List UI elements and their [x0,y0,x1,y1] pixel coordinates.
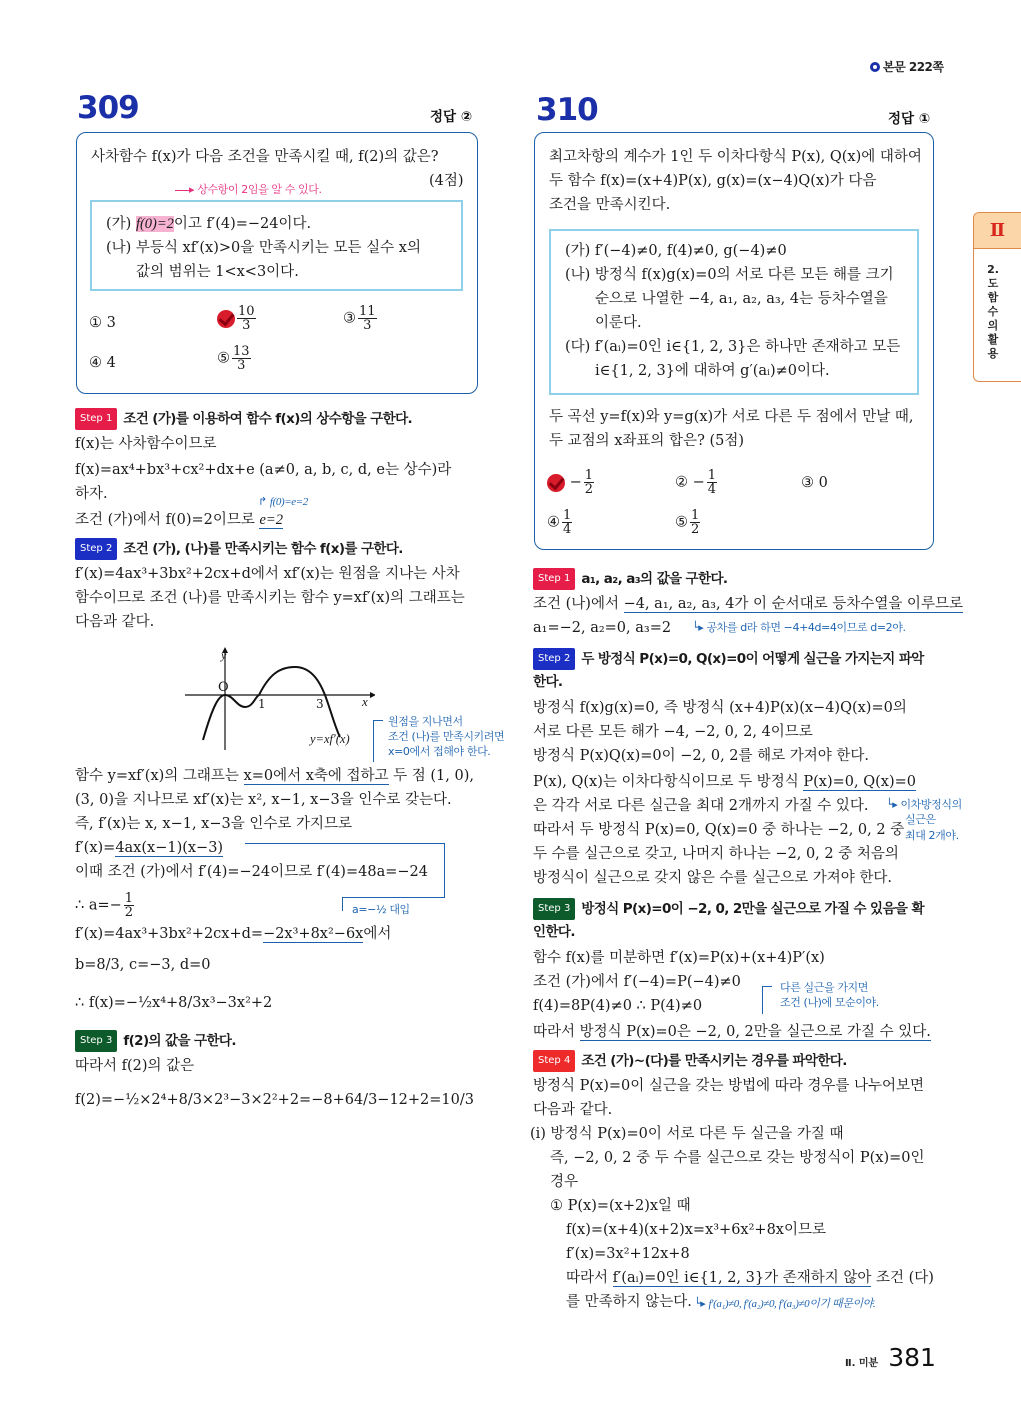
problem-box [76,132,478,394]
solution-line: 따라서 f(2)의 값은 [75,1058,195,1074]
annotation-note: 다른 실근을 가지면 조건 (나)에 모순이야. [780,981,879,1009]
condition-na: (나) 부등식 xf′(x)>0을 만족시키는 모든 실수 x의 [106,240,421,256]
solution-line: 하자. [75,486,108,502]
solution-line: b=8/3, c=−3, d=0 [75,957,211,973]
condition-da-cont: i∈{1, 2, 3}에 대하여 g′(aᵢ)≠0이다. [595,363,830,379]
solution-line: f(x)=ax⁴+bx³+cx²+dx+e (a≠0, a, b, c, d, e는 상수)라 [75,462,452,478]
question-text: 최고차항의 계수가 1인 두 이차다항식 P(x), Q(x)에 대하여 [549,149,922,165]
step-1-heading: Step 1 a₁, a₂, a₃의 값을 구한다. [533,568,727,590]
solution-line: ① P(x)=(x+2)x일 때 [550,1198,691,1214]
step-1-heading: Step 1 조건 (가)를 이용하여 함수 f(x)의 상수항을 구한다. [75,408,412,430]
hint-note: ▸ 상수항이 2임을 알 수 있다. [175,182,322,197]
page-footer [845,1343,936,1372]
solution-line: f′(x)=3x²+12x+8 [566,1246,690,1262]
choice-1[interactable]: − $\frac{1}{2}$ [547,469,596,496]
solution-line: P(x), Q(x)는 이차다항식이므로 두 방정식 P(x)=0, Q(x)=0 [533,774,916,790]
solution-line: 방정식 P(x)=0이 실근을 갖는 방법에 따라 경우를 나누어보면 [533,1078,925,1094]
condition-na-cont: 이룬다. [595,315,642,331]
tick-3: 3 [316,697,324,711]
choice-5[interactable]: ⑤ $\frac{1}{2}$ [675,508,700,537]
curve-label: y=xf′(x) [310,732,350,746]
condition-na-cont: 값의 범위는 1<x<3이다. [136,264,299,280]
solution-line: f′(x)=4ax³+3bx²+2cx+d에서 xf′(x)는 원점을 지나는 사차 [75,566,460,582]
solution-line: f(x)는 사차함수이므로 [75,436,217,452]
choice-3[interactable]: ③ 0 [801,475,828,491]
solution-line: f′(x)=4ax³+3bx²+2cx+d=−2x³+8x²−6x에서 [75,926,392,942]
step-2-heading-cont: 한다. [533,674,563,690]
choice-4[interactable]: ④ $\frac{1}{4}$ [547,508,572,537]
choice-4[interactable]: ④ 4 [89,355,116,371]
solution-line: 를 만족하지 않는다. [566,1294,692,1310]
answer-label: 정답 ① [888,111,931,127]
condition-na-cont: 순으로 나열한 −4, a₁, a₂, a₃, 4는 등차수열을 [595,291,888,307]
solution-line: 즉, −2, 0, 2 중 두 수를 실근으로 갖는 방정식이 P(x)=0인 [550,1150,925,1166]
question-text: 사차함수 f(x)가 다음 조건을 만족시킬 때, f(2)의 값은? [91,149,439,165]
step-2-heading: Step 2 두 방정식 P(x)=0, Q(x)=0이 어떻게 실근을 가지는지 파악 [533,648,924,670]
condition-ga: (가) f′(−4)≠0, f(4)≠0, g(−4)≠0 [565,243,787,259]
condition-da: (다) f′(aᵢ)=0인 i∈{1, 2, 3}은 하나만 존재하고 모든 [565,339,901,355]
choice-3[interactable]: ③ $\frac{11}{3}$ [343,304,376,333]
solution-line: (3, 0)을 지나므로 xf′(x)는 x², x−1, x−3을 인수로 갖는다. [75,792,452,808]
question-text: 두 곡선 y=f(x)와 y=g(x)가 서로 다른 두 점에서 만날 때, [549,409,914,425]
solution-line: f′(x)=4ax(x−1)(x−3) [75,840,224,856]
problem-number: 310 [536,92,598,128]
solution-line: 은 각각 서로 다른 실근을 최대 2개까지 가질 수 있다. [533,798,869,814]
chapter-roman: Ⅱ [974,213,1021,249]
choice-2[interactable]: ② − $\frac{1}{4}$ [675,468,717,497]
question-text: 조건을 만족시킨다. [549,197,671,213]
step-2-heading: Step 2 조건 (가), (나)를 만족시키는 함수 f(x)를 구한다. [75,538,403,560]
reference-label: 본문 222쪽 [883,60,944,74]
footer-chapter: Ⅱ. 미분 [845,1358,879,1369]
conditions-box [90,200,463,291]
condition-ga: (가) f(0)=2이고 f′(4)=−24이다. [106,216,312,232]
solution-line: f(2)=−½×2⁴+8/3×2³−3×2²+2=−8+64/3−12+2=10/3 [75,1092,474,1108]
y-axis-label: y [221,648,227,662]
conditions-box [549,229,919,395]
step-3-heading: Step 3 방정식 P(x)=0이 −2, 0, 2만을 실근으로 가질 수 있음을 확 [533,898,924,920]
solution-line: 조건 (가)에서 f(0)=2이므로 e=2 [75,512,283,528]
solution-line: 함수 f(x)를 미분하면 f′(x)=P(x)+(x+4)P′(x) [533,950,825,966]
page-reference [870,58,944,75]
solution-line: 따라서 f′(aᵢ)=0인 i∈{1, 2, 3}가 존재하지 않아 조건 (다) [566,1270,934,1286]
annotation-note: ↱ f(0)=e=2 [258,495,308,508]
problem-box [534,132,934,550]
solution-line: 따라서 두 방정식 P(x)=0, Q(x)=0 중 하나는 −2, 0, 2 중 [533,822,905,838]
annotation-connector [373,720,383,762]
solution-line: 방정식 f(x)g(x)=0, 즉 방정식 (x+4)P(x)(x−4)Q(x)=0의 [533,700,907,716]
solution-line: 조건 (나)에서 −4, a₁, a₂, a₃, 4가 이 순서대로 등차수열을 이루므로 [533,596,963,612]
solution-line: 방정식 P(x)Q(x)=0이 −2, 0, 2를 해로 가져야 한다. [533,748,870,764]
solution-line: 서로 다른 모든 해가 −4, −2, 0, 2, 4이므로 [533,724,813,740]
problem-number: 309 [77,90,139,126]
solution-line: 함수 y=xf′(x)의 그래프는 x=0에서 x축에 접하고 두 점 (1, 0), [75,768,474,784]
solution-line: ∴ f(x)=−½x⁴+8/3x³−3x²+2 [75,995,273,1011]
condition-na: (나) 방정식 f(x)g(x)=0의 서로 다른 모든 해를 크기 [565,267,894,283]
annotation-note: 최대 2개야. [905,829,959,842]
step-3-heading: Step 3 f(2)의 값을 구한다. [75,1030,236,1052]
annotation-note: a=−½ 대입 [352,903,410,916]
annotation-note: └▸ 이차방정식의 [886,798,962,811]
origin-label: O [218,680,229,695]
solution-line: ∴ a=− $\frac{1}{2}$ [75,891,134,920]
annotation-note: └▸ 공차를 d라 하면 −4+4d=4이므로 d=2야. [692,621,906,634]
solution-line: 경우 [550,1174,579,1190]
solution-line: 따라서 방정식 P(x)=0은 −2, 0, 2만을 실근으로 가질 수 있다. [533,1024,931,1040]
question-text: 두 함수 f(x)=(x+4)P(x), g(x)=(x−4)Q(x)가 다음 [549,173,877,189]
solution-line: f(x)=(x+4)(x+2)x=x³+6x²+8x이므로 [566,1222,826,1238]
question-text: 두 교점의 x좌표의 합은? (5점) [549,433,744,449]
page-number: 381 [888,1343,936,1372]
solution-line: (i) 방정식 P(x)=0이 서로 다른 두 실근을 가질 때 [530,1126,844,1142]
annotation-note: 실근은 [905,813,936,826]
chapter-side-tab [973,212,1021,382]
solution-line: 방정식이 실근으로 갖지 않은 수를 실근으로 가져야 한다. [533,870,893,886]
answer-label: 정답 ② [430,109,473,125]
solution-line: f(4)=8P(4)≠0 ∴ P(4)≠0 [533,998,703,1014]
checkmark-icon [547,474,565,492]
step-3-heading-cont: 인한다. [533,924,575,940]
chapter-title: 2. 도함수의 활용 [987,263,999,360]
annotation-note: └▸ f′(a₁)≠0, f′(a₂)≠0, f′(a₃)≠0이기 때문이야. [694,1297,876,1310]
checkmark-icon [217,310,235,328]
annotation-connector [762,986,772,1014]
solution-line: 다음과 같다. [533,1102,613,1118]
solution-line: 두 수를 실근으로 갖고, 나머지 하나는 −2, 0, 2 중 처음의 [533,846,899,862]
choice-5[interactable]: ⑤ $\frac{13}{3}$ [217,344,250,373]
circle-bullet-icon [870,62,880,72]
graph-note: 원점을 지나면서 조건 (나)를 만족시키려면 x=0에서 접해야 한다. [388,715,505,758]
points-label: (4점) [429,173,464,189]
solution-line: a₁=−2, a₂=0, a₃=2 [533,620,672,636]
solution-line: 함수이므로 조건 (나)를 만족시키는 함수 y=xf′(x)의 그래프는 [75,590,465,606]
tick-1: 1 [258,697,266,711]
solution-line: 즉, f′(x)는 x, x−1, x−3을 인수로 가지므로 [75,816,352,832]
choice-2[interactable]: $\frac{10}{3}$ [217,305,258,332]
solution-line: 이때 조건 (가)에서 f′(4)=−24이므로 f′(4)=48a=−24 [75,864,428,880]
solution-line: 조건 (가)에서 f′(−4)=P(−4)≠0 [533,974,741,990]
step-4-heading: Step 4 조건 (가)~(다)를 만족시키는 경우를 파악한다. [533,1050,847,1072]
solution-line: 다음과 같다. [75,614,155,630]
x-axis-label: x [362,694,368,709]
choice-1[interactable]: ① 3 [89,315,116,331]
